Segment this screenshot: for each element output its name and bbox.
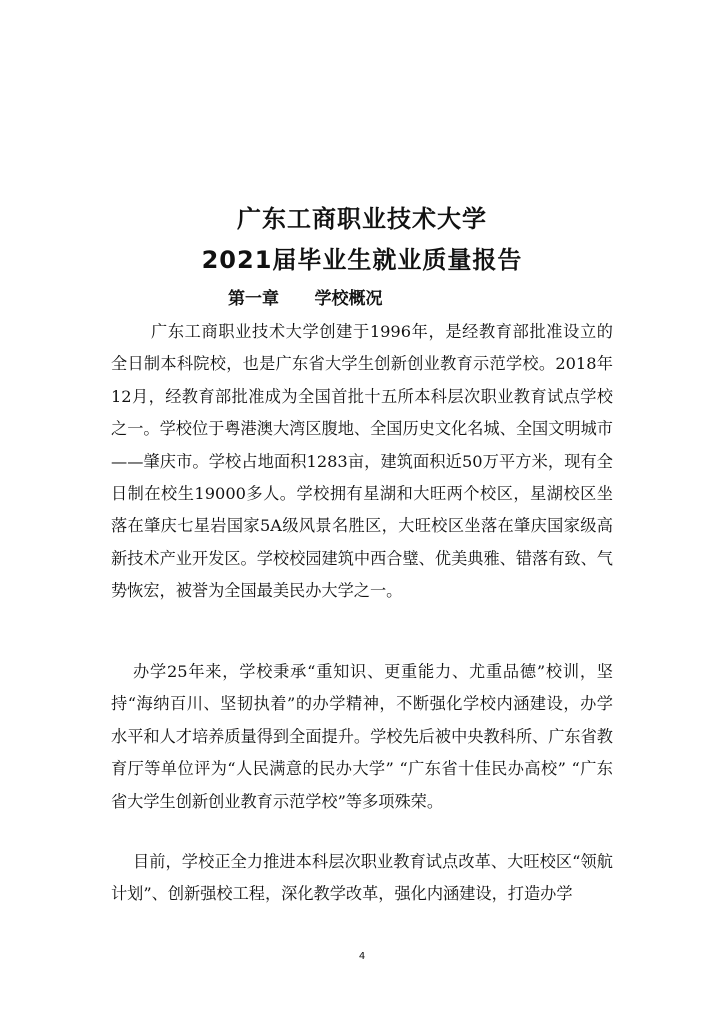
page-number: 4 — [358, 951, 366, 962]
paragraph-history: 办学25年来，学校秉承“重知识、更重能力、尤重品德”校训，坚持“海纳百川、坚韧执着”的办学精神，不断强化学校内涵建设，办学水平和人才培养质量得到全面提升。学校先后被中央教科所、广东省教育厅等单位评为“人民满意的民办大学” “广东省十佳民办高校” “广东省大学生创新创业教育示范学校”等多项殊荣。 — [111, 662, 613, 811]
paragraph-current: 目前，学校正全力推进本科层次职业教育试点改革、大旺校区“领航计划”、创新强校工程，深化教学改革，强化内涵建设，打造办学 — [111, 852, 613, 904]
report-title-line-1: 广东工商职业技术大学 — [237, 205, 487, 233]
paragraph-intro: 广东工商职业技术大学创建于1996年，是经教育部批准设立的全日制本科院校，也是广东省大学生创新创业教育示范学校。2018年12月，经教育部批准成为全国首批十五所本科层次职业教育试点学校之一。学校位于粤港澳大湾区腹地、全国历史文化名城、全国文明城市——肇庆市。学校占地面积1283亩，建筑面积近50万平方米，现有全日制在校生19000多人。学校拥有星湖和大旺两个校区，星湖校区坐落在肇庆七星岩国家5A级风景名胜区，大旺校区坐落在肇庆国家级高新技术产业开发区。学校校园建筑中西合璧、优美典雅、错落有致、气势恢宏，被誉为全国最美民办大学之一。 — [111, 322, 613, 601]
chapter-heading: 第一章 学校概况 — [228, 289, 383, 309]
report-title-line-2: 2021届毕业生就业质量报告 — [201, 246, 523, 274]
